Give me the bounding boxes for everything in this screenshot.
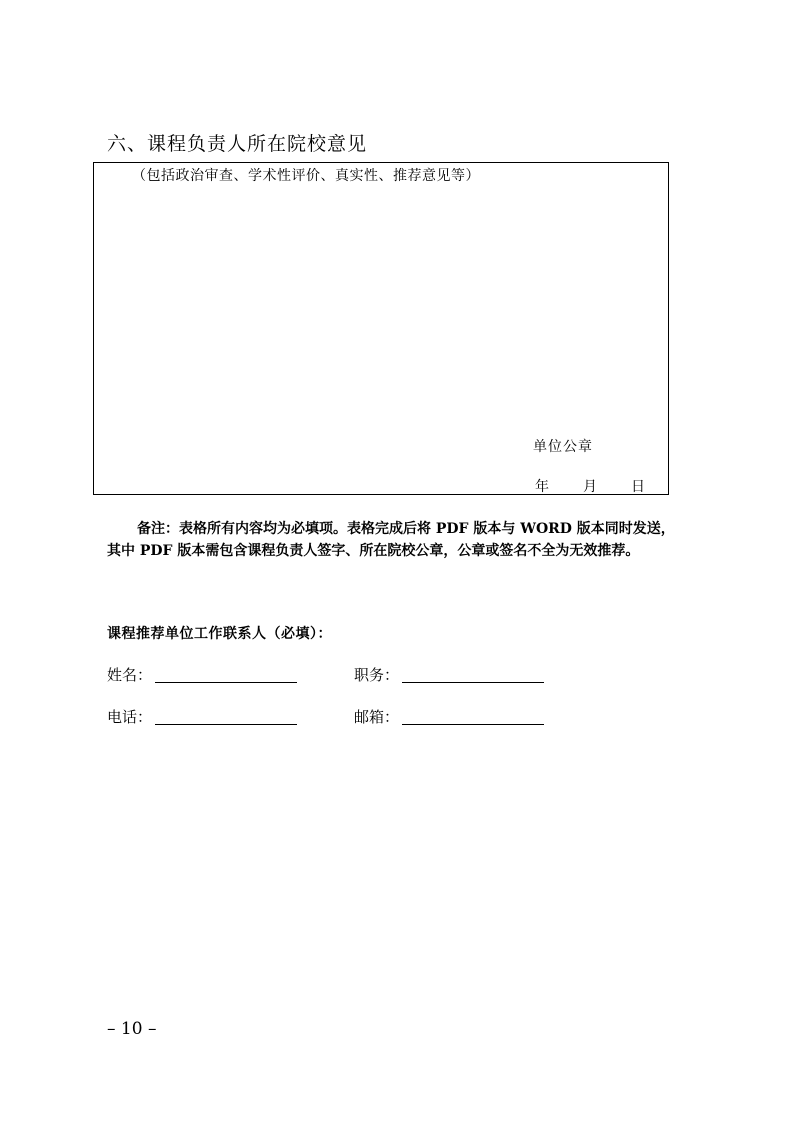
opinion-hint: （包括政治审查、学术性评价、真实性、推荐意见等） [132, 168, 480, 184]
position-label: 职务： [354, 666, 400, 684]
phone-label: 电话： [107, 708, 153, 726]
position-field[interactable] [402, 682, 544, 683]
section-title: 六、课程负责人所在院校意见 [107, 133, 368, 155]
page-number: – 10 – [107, 1019, 157, 1039]
note-line-2: 其中 PDF 版本需包含课程负责人签字、所在院校公章，公章或签名不全为无效推荐。 [107, 543, 640, 559]
date-year-label: 年 [535, 479, 549, 495]
email-field[interactable] [402, 724, 544, 725]
seal-label: 单位公章 [533, 439, 593, 455]
name-label: 姓名： [107, 666, 153, 684]
note-line-1: 备注：表格所有内容均为必填项。表格完成后将 PDF 版本与 WORD 版本同时发送， [137, 521, 675, 537]
contact-heading: 课程推荐单位工作联系人（必填）： [107, 626, 332, 642]
date-month-label: 月 [583, 479, 597, 495]
name-field[interactable] [155, 682, 297, 683]
email-label: 邮箱： [354, 708, 400, 726]
phone-field[interactable] [155, 724, 297, 725]
date-day-label: 日 [631, 479, 645, 495]
